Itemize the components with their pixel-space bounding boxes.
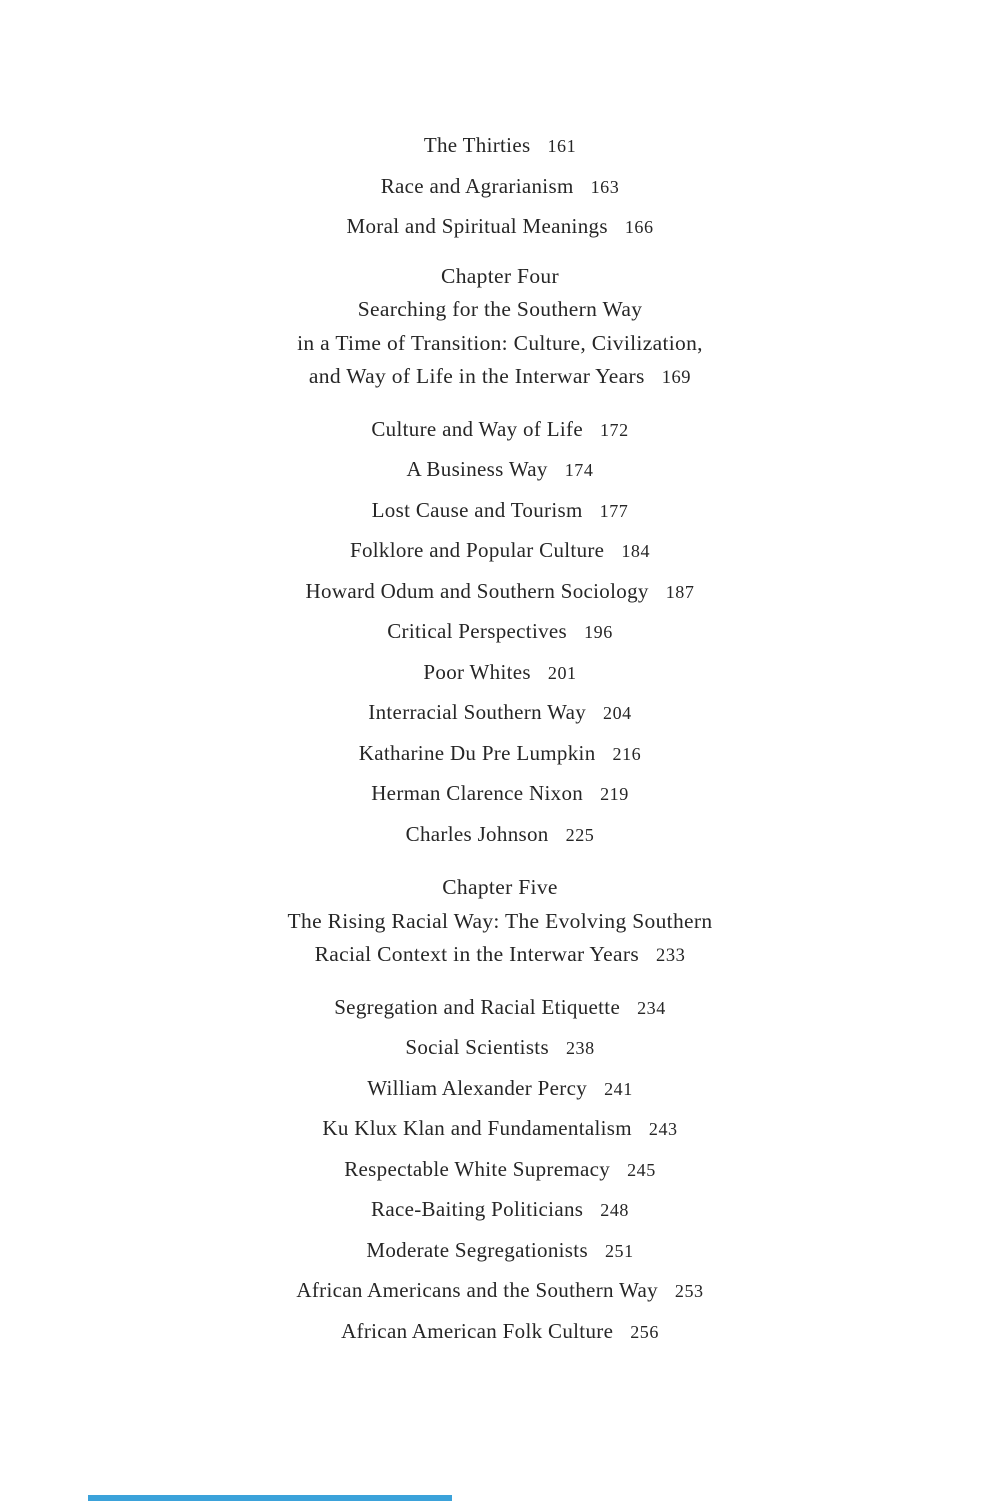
toc-entry-title: Lost Cause and Tourism <box>371 497 583 522</box>
toc-entry-page-number: 174 <box>564 460 594 480</box>
toc-entry-title: A Business Way <box>406 457 548 481</box>
toc-chapter <box>0 260 1000 856</box>
toc-entry-page-number: 161 <box>547 136 577 156</box>
toc-entry-page-number: 184 <box>621 541 651 561</box>
chapter-heading-text: Chapter Five <box>442 875 558 899</box>
toc-entry-page-number: 243 <box>648 1119 678 1139</box>
toc-entry-title: Ku Klux Klan and Fundamentalism <box>322 1116 632 1140</box>
chapter-page-number: 169 <box>661 367 692 387</box>
toc-entry-page-number: 201 <box>547 662 577 683</box>
toc-entry[interactable] <box>0 815 1000 856</box>
toc-entry[interactable] <box>0 612 1000 653</box>
toc-chapter <box>0 871 1000 1352</box>
chapter-heading-line <box>0 905 1000 939</box>
toc-entry-title: Culture and Way of Life <box>371 416 583 441</box>
toc-entry-title: Herman Clarence Nixon <box>371 781 584 805</box>
toc-entry-title: Interracial Southern Way <box>368 700 587 724</box>
toc-entry[interactable] <box>0 693 1000 734</box>
toc-entry-page-number: 172 <box>599 419 629 440</box>
toc-entry-page-number: 163 <box>590 176 620 197</box>
toc-entry-title: African Americans and the Southern Way <box>296 1278 658 1302</box>
toc-entry-page-number: 216 <box>612 743 642 764</box>
toc-entry[interactable] <box>0 572 1000 613</box>
toc-entry[interactable] <box>0 126 1000 167</box>
toc-entry-title: Howard Odum and Southern Sociology <box>305 578 649 603</box>
toc-entry[interactable] <box>0 774 1000 815</box>
toc-entry-page-number: 245 <box>627 1159 656 1180</box>
toc-entry-title: African American Folk Culture <box>341 1318 614 1343</box>
toc-entry[interactable] <box>0 1109 1000 1150</box>
toc-entry-page-number: 234 <box>637 997 666 1018</box>
toc-entry[interactable] <box>0 653 1000 694</box>
toc-entry-title: Moral and Spiritual Meanings <box>346 214 608 238</box>
toc-entry-page-number: 251 <box>604 1240 634 1261</box>
toc-entry-title: The Thirties <box>423 133 531 157</box>
chapter-heading-text: Searching for the Southern Way <box>357 297 643 321</box>
chapter-heading-text: The Rising Racial Way: The Evolving Southern <box>287 908 713 933</box>
chapter-heading-text: in a Time of Transition: Culture, Civilization, <box>297 330 703 355</box>
toc-entry-page-number: 177 <box>599 500 629 521</box>
chapter-heading-line <box>0 260 1000 294</box>
toc-entry[interactable] <box>0 988 1000 1029</box>
chapter-heading-line <box>0 327 1000 361</box>
toc-entry-title: Segregation and Racial Etiquette <box>334 994 621 1019</box>
toc-entry-title: Folklore and Popular Culture <box>349 538 605 562</box>
toc-entry-title: Respectable White Supremacy <box>344 1156 611 1181</box>
toc-entry[interactable] <box>0 1028 1000 1069</box>
toc-entry[interactable] <box>0 1190 1000 1231</box>
toc-entry-title: Charles Johnson <box>405 821 549 846</box>
toc-entry[interactable] <box>0 1271 1000 1312</box>
toc-entry-page-number: 219 <box>600 784 629 804</box>
toc-entry-title: Katharine Du Pre Lumpkin <box>358 740 596 765</box>
toc-entry-page-number: 238 <box>565 1038 595 1058</box>
toc-entry-title: Race-Baiting Politicians <box>371 1197 584 1221</box>
chapter-heading[interactable] <box>0 260 1000 395</box>
footer-link-bar <box>88 1495 452 1501</box>
toc-entry-title: William Alexander Percy <box>367 1075 588 1100</box>
chapter-heading-text: and Way of Life in the Interwar Years <box>308 364 645 388</box>
toc-entry[interactable] <box>0 450 1000 491</box>
toc-entry-page-number: 187 <box>665 581 695 602</box>
toc-entry[interactable] <box>0 491 1000 532</box>
toc-entry-page-number: 241 <box>604 1078 633 1099</box>
toc-entry[interactable] <box>0 167 1000 208</box>
chapter-heading-line <box>0 293 1000 327</box>
toc-entry-title: Critical Perspectives <box>387 619 568 643</box>
toc-entry-page-number: 256 <box>630 1321 659 1342</box>
toc-entry[interactable] <box>0 1150 1000 1191</box>
toc-entry-page-number: 166 <box>624 217 654 237</box>
chapter-heading-line <box>0 360 1000 395</box>
toc-entry[interactable] <box>0 1069 1000 1110</box>
toc-entry-title: Poor Whites <box>423 659 531 684</box>
chapter-page-number: 233 <box>656 945 686 965</box>
toc-entry-page-number: 196 <box>584 622 613 642</box>
toc-entry[interactable] <box>0 410 1000 451</box>
chapters-list <box>0 260 1000 1353</box>
toc-entry[interactable] <box>0 734 1000 775</box>
chapter-heading-text: Chapter Four <box>441 263 559 288</box>
leading-sections <box>0 126 1000 248</box>
chapter-heading[interactable] <box>0 871 1000 973</box>
toc-entry-page-number: 253 <box>674 1281 704 1301</box>
toc-entry-title: Social Scientists <box>405 1035 549 1059</box>
chapter-sections <box>0 410 1000 856</box>
chapter-heading-text: Racial Context in the Interwar Years <box>314 942 640 966</box>
toc-entry-page-number: 248 <box>600 1200 629 1220</box>
toc-entry[interactable] <box>0 207 1000 248</box>
toc-entry[interactable] <box>0 531 1000 572</box>
toc-entry-page-number: 225 <box>565 824 595 845</box>
chapter-heading-line <box>0 871 1000 905</box>
toc-entry-page-number: 204 <box>603 703 632 723</box>
toc-entry-title: Race and Agrarianism <box>380 173 574 198</box>
chapter-sections <box>0 988 1000 1353</box>
chapter-heading-line <box>0 938 1000 973</box>
toc-entry[interactable] <box>0 1312 1000 1353</box>
toc-entry-title: Moderate Segregationists <box>366 1237 588 1262</box>
toc-entry[interactable] <box>0 1231 1000 1272</box>
